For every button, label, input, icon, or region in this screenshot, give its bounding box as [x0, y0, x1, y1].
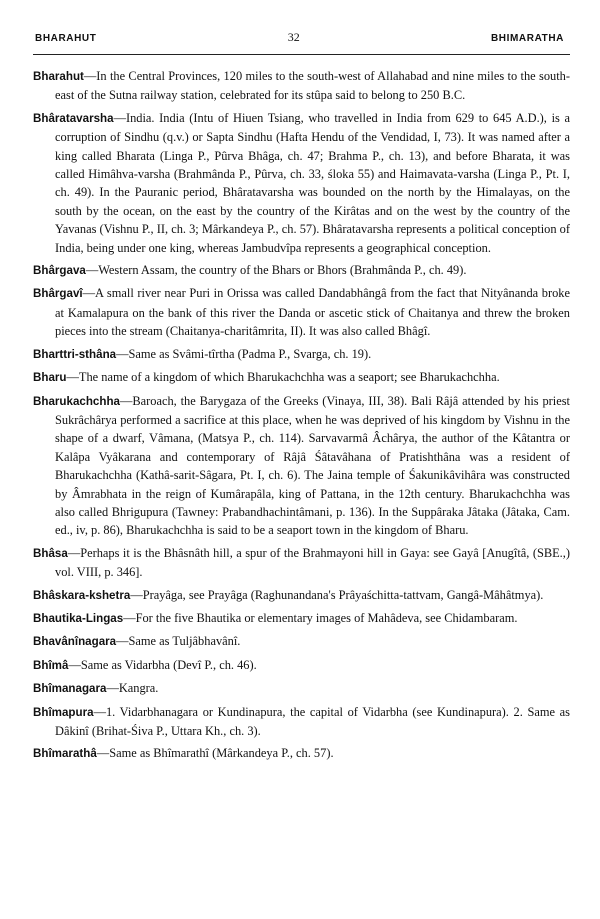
entry-text: Same as Tuljâbhavânî.	[128, 634, 241, 649]
entry-text: Same as Vidarbha (Devî P., ch. 46).	[80, 657, 257, 672]
entry-bhargava: Bhârgava—Western Assam, the country of the Bhars or Bhors (Brahmânda P., ch. 49).	[33, 263, 467, 278]
entry-bharahut: Bharahut—In the Central Provinces, 120 miles to the south-west of Allahabad and nine miles to the south-east of the Sutna railway station, celebrated for its stûpa said to belong to 250 B.C.	[33, 69, 570, 103]
entry-text: Same as Svâmi-tîrtha (Padma P., Svarga, ch. 19).	[128, 346, 372, 361]
entry-text: Kangra.	[118, 681, 159, 696]
entry-headword: Bhîmapura	[33, 705, 94, 719]
entry-text: India. India (Intu of Hiuen Tsiang, who travelled in India from 629 to 645 A.D.), is a corruption of Sindhu (q.v.) or Sapta Sindhu (Hafta Hendu of the Vendidad, I, 73). It was named after a king called Bharata (Linga P., Pûrva Bhâga, ch. 47; Brahma P., ch. 13), and before Bharata, it was called Himâhva-varsha (Brahmânda P., Pûrva, ch. 33, śloka 55) and Haimavata-varsha (Linga P., Pt. I, ch. 49). In the Pauranic period, Bhâratavarsha was bounded on the north by the Himalayas, on the south by the ocean, on the east by the country of the Kirâtas and on the west by the country of the Yavanas (Vishnu P., II, ch. 3; Mârkandeya P., ch. 57). Bhâratavarsha represents a political conception of India, being under one king, whereas Jambudvîpa represents a geographical conception.	[55, 110, 570, 255]
entry-bhima: Bhîmâ—Same as Vidarbha (Devî P., ch. 46).	[33, 657, 257, 672]
entry-text: Same as Bhîmarathî (Mârkandeya P., ch. 57).	[109, 746, 334, 761]
entry-bhavaninagara: Bhavânînagara—Same as Tuljâbhavânî.	[33, 634, 241, 649]
entry-text: A small river near Puri in Orissa was called Dandabhângâ from the fact that Nityânanda broke at Kamalapura on the bank of this river the Danda or ascetic stick of Chaitanya and threw the broken pieces into the stream (Chaitanya-charitâmrita, II). It was also called Bhâgî.	[55, 286, 570, 339]
entry-headword: Bhâskara-kshetra	[33, 588, 131, 602]
running-head-left: BHARAHUT	[35, 33, 97, 44]
entry-bhimapura: Bhîmapura—1. Vidarbhanagara or Kundinapura, the capital of Vidarbha (see Kundinapura). 2. Same as Dâkinî (Brihat-Śiva P., Uttara Kh., ch. 3).	[33, 704, 570, 738]
entry-bhimanagara: Bhîmanagara—Kangra.	[33, 681, 159, 696]
entry-headword: Bhârgavî	[33, 287, 83, 301]
entry-bharttri-sthana: Bharttri-sthâna—Same as Svâmi-tîrtha (Padma P., Svarga, ch. 19).	[33, 346, 372, 361]
entry-text: For the five Bhautika or elementary images of Mahâdeva, see Chidambaram.	[135, 610, 518, 625]
entry-headword: Bhârgava	[33, 264, 86, 278]
running-head-right: BHIMARATHA	[490, 33, 564, 44]
entry-headword: Bhîmanagara	[33, 682, 107, 696]
entry-headword: Bhâsa	[33, 546, 68, 560]
entry-bharu: Bharu—The name of a kingdom of which Bharukachchha was a seaport; see Bharukachchha.	[33, 370, 500, 385]
entry-bharukachchha: Bharukachchha—Baroach, the Barygaza of the Greeks (Vinaya, III, 38). Bali Râjâ attended by his priest Sukrâchârya performed a sacrifice at this place, when he was deprived of his kingdom by Vishnu in the shape of a dwarf, Vâmana, (Matsya P., ch. 114). Sarvavarmâ Âchârya, the author of the Kâtantra or Kalâpa Vyâkarana and contemporary of Râjâ Śâtavâhana of Pratishthâna was a resident of Bharukachchha (Kathâ-sarit-Sâgara, Pt. I, ch. 6). The Jaina temple of Śakunikâvihâra was constructed by Âmrabhata in the reign of Kumârapâla, king of Pattana, in the 12th century. Bharukachchha was also called Bhrigupura (Tawney: Prabandhachintâmani, p. 136). In the Suppâraka Jâtaka (Jâtaka, Cam. ed., iv, p. 86), Bharukachchha is said to be a seaport town in the kingdom of Bharu.	[33, 393, 570, 538]
entry-headword: Bhavânînagara	[33, 635, 117, 649]
entry-headword: Bhautika-Lingas	[33, 611, 124, 625]
entry-headword: Bhîmarathâ	[33, 747, 97, 761]
entry-text: 1. Vidarbhanagara or Kundinapura, the capital of Vidarbha (see Kundinapura). 2. Same as Dâkinî (Brihat-Śiva P., Uttara Kh., ch. 3).	[55, 704, 570, 738]
header-rule	[33, 54, 570, 55]
entry-text: In the Central Provinces, 120 miles to the south-west of Allahabad and nine miles to the south-east of the Sutna railway station, celebrated for its stûpa said to belong to 250 B.C.	[55, 69, 570, 103]
entry-text: Prayâga, see Prayâga (Raghunandana's Prâyaśchitta-tattvam, Gangâ-Mâhâtmya).	[142, 587, 544, 602]
entry-bhargavi: Bhârgavî—A small river near Puri in Orissa was called Dandabhângâ from the fact that Nityânanda broke at Kamalapura on the bank of this river the Danda or ascetic stick of Chaitanya and threw the broken pieces into the stream (Chaitanya-charitâmrita, II). It was also called Bhâgî.	[33, 286, 570, 339]
entry-bhaskara-kshetra: Bhâskara-kshetra—Prayâga, see Prayâga (Raghunandana's Prâyaśchitta-tattvam, Gangâ-Mâhâtmya).	[33, 587, 544, 602]
entry-headword: Bhâratavarsha	[33, 111, 114, 125]
entry-text: The name of a kingdom of which Bharukachchha was a seaport; see Bharukachchha.	[78, 370, 500, 385]
entry-headword: Bharttri-sthâna	[33, 347, 117, 361]
entry-bhasa: Bhâsa—Perhaps it is the Bhâsnâth hill, a spur of the Brahmayoni hill in Gaya: see Gayâ [Anugîtâ, (SBE.,) vol. VIII, p. 346].	[33, 545, 570, 580]
entry-headword: Bharahut	[33, 70, 84, 83]
entry-list	[33, 67, 570, 764]
page-number: 32	[287, 30, 300, 44]
entry-text: Western Assam, the country of the Bhars or Bhors (Brahmânda P., ch. 49).	[98, 263, 467, 278]
entry-text: Perhaps it is the Bhâsnâth hill, a spur of the Brahmayoni hill in Gaya: see Gayâ [Anugîtâ, (SBE.,) vol. VIII, p. 346].	[55, 545, 570, 580]
entry-bharatavarsha: Bhâratavarsha—India. India (Intu of Hiuen Tsiang, who travelled in India from 629 to 645 A.D.), is a corruption of Sindhu (q.v.) or Sapta Sindhu (Hafta Hendu of the Vendidad, I, 73). It was named after a king called Bharata (Linga P., Pûrva Bhâga, ch. 47; Brahma P., ch. 13), and before Bharata, it was called Himâhva-varsha (Brahmânda P., Pûrva, ch. 33, śloka 55) and Haimavata-varsha (Linga P., Pt. I, ch. 49). In the Pauranic period, Bhâratavarsha was bounded on the north by the Himalayas, on the south by the ocean, on the east by the country of the Kirâtas and on the west by the country of the Yavanas (Vishnu P., II, ch. 3; Mârkandeya P., ch. 57). Bhâratavarsha represents a political conception of India, being under one king, whereas Jambudvîpa represents a geographical conception.	[33, 110, 570, 255]
entry-headword: Bhîmâ	[33, 658, 69, 672]
running-head	[33, 30, 570, 45]
entry-headword: Bharu	[33, 371, 67, 385]
entry-bhautika-lingas: Bhautika-Lingas—For the five Bhautika or elementary images of Mahâdeva, see Chidambaram.	[33, 610, 518, 625]
entry-text: Baroach, the Barygaza of the Greeks (Vinaya, III, 38). Bali Râjâ attended by his priest Sukrâchârya performed a sacrifice at this place, when he was deprived of his kingdom by Vishnu in the shape of a dwarf, Vâmana, (Matsya P., ch. 114). Sarvavarmâ Âchârya, the author of the Kâtantra or Kalâpa Vyâkarana and contemporary of Râjâ Śâtavâhana of Pratishthâna was a resident of Bharukachchha (Kathâ-sarit-Sâgara, Pt. I, ch. 6). The Jaina temple of Śakunikâvihâra was constructed by Âmrabhata in the reign of Kumârapâla, king of Pattana, in the 12th century. Bharukachchha was also called Bhrigupura (Tawney: Prabandhachintâmani, p. 136). In the Suppâraka Jâtaka (Jâtaka, Cam. ed., iv, p. 86), Bharukachchha is said to be a seaport town in the kingdom of Bharu.	[55, 393, 570, 538]
entry-bhimaratha: Bhîmarathâ—Same as Bhîmarathî (Mârkandeya P., ch. 57).	[33, 746, 334, 761]
entry-headword: Bharukachchha	[33, 394, 120, 408]
